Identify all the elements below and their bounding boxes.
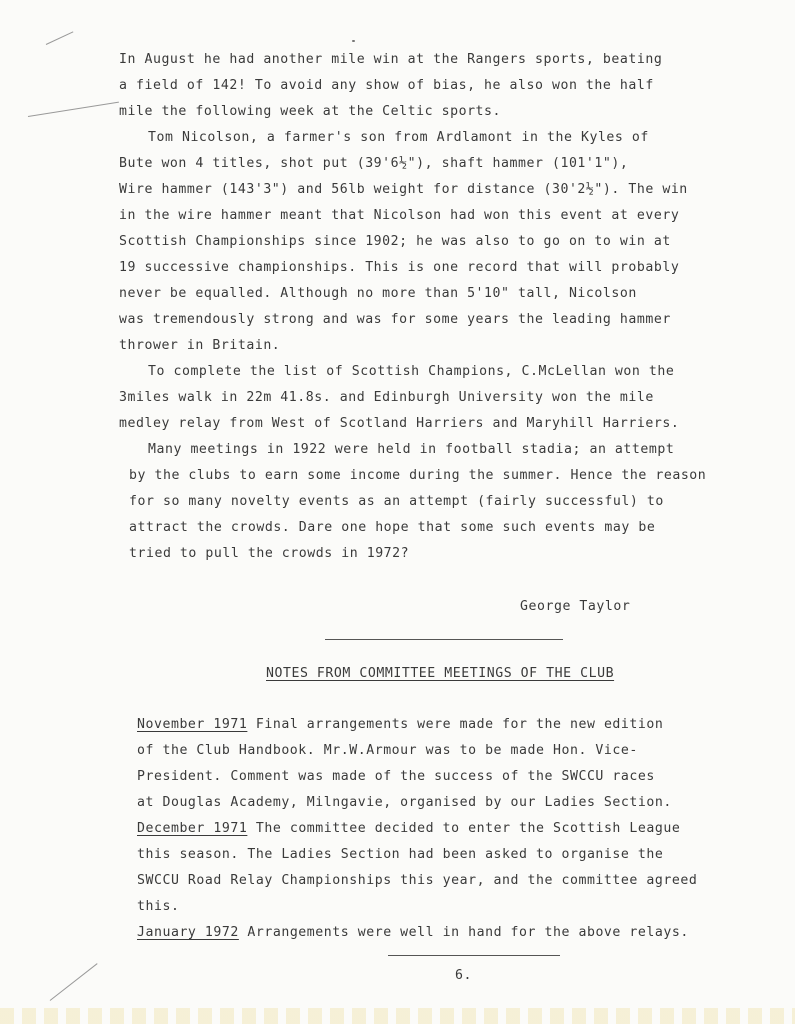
body-line: medley relay from West of Scotland Harriers and Maryhill Harriers.	[119, 416, 680, 431]
body-line: Scottish Championships since 1902; he was also to go on to win at	[119, 234, 671, 249]
body-line: 19 successive championships. This is one record that will probably	[119, 260, 680, 275]
note-text: The committee decided to enter the Scottish League	[255, 821, 681, 836]
page-bottom-edge	[0, 1008, 795, 1024]
body-line: In August he had another mile win at the Rangers sports, beating	[119, 52, 663, 67]
body-line: To complete the list of Scottish Champions, C.McLellan won the	[148, 364, 675, 379]
note-date: January 1972	[137, 925, 239, 940]
note-line: of the Club Handbook. Mr.W.Armour was to be made Hon. Vice-	[137, 743, 638, 758]
scan-stray-mark	[28, 102, 119, 117]
body-line: mile the following week at the Celtic sports.	[119, 104, 502, 119]
body-line: attract the crowds. Dare one hope that some such events may be	[129, 520, 656, 535]
body-line: 3miles walk in 22m 41.8s. and Edinburgh University won the mile	[119, 390, 654, 405]
note-december-1971	[137, 822, 680, 835]
body-line: by the clubs to earn some income during the summer. Hence the reason	[129, 468, 707, 483]
body-line: was tremendously strong and was for some years the leading hammer	[119, 312, 671, 327]
footer-rule	[388, 955, 560, 956]
note-line: President. Comment was made of the success of the SWCCU races	[137, 769, 655, 784]
scan-stray-mark	[46, 31, 74, 45]
note-november-1971	[137, 718, 663, 731]
note-date: November 1971	[137, 717, 248, 732]
section-heading: NOTES FROM COMMITTEE MEETINGS OF THE CLUB	[266, 666, 615, 681]
note-line: at Douglas Academy, Milngavie, organised by our Ladies Section.	[137, 795, 672, 810]
scan-stray-mark	[50, 963, 98, 1001]
scan-speck	[352, 40, 355, 42]
body-line: a field of 142! To avoid any show of bias, he also won the half	[119, 78, 654, 93]
note-january-1972	[137, 926, 689, 939]
note-date: December 1971	[137, 821, 248, 836]
note-line: this season. The Ladies Section had been asked to organise the	[137, 847, 664, 862]
note-line: SWCCU Road Relay Championships this year, and the committee agreed	[137, 873, 698, 888]
body-line: never be equalled. Although no more than 5'10" tall, Nicolson	[119, 286, 637, 301]
separator-rule	[325, 639, 563, 640]
body-line: thrower in Britain.	[119, 338, 281, 353]
note-line: this.	[137, 899, 180, 914]
body-line: Wire hammer (143'3") and 56lb weight for distance (30'2½"). The win	[119, 182, 688, 197]
body-line: for so many novelty events as an attempt (fairly successful) to	[129, 494, 664, 509]
body-line: in the wire hammer meant that Nicolson had won this event at every	[119, 208, 680, 223]
body-line: Bute won 4 titles, shot put (39'6½"), shaft hammer (101'1"),	[119, 156, 629, 171]
note-text: Final arrangements were made for the new edition	[255, 717, 664, 732]
body-line: Many meetings in 1922 were held in football stadia; an attempt	[148, 442, 675, 457]
page-number: 6.	[455, 968, 472, 983]
note-text: Arrangements were well in hand for the above relays.	[247, 925, 689, 940]
body-line: Tom Nicolson, a farmer's son from Ardlamont in the Kyles of	[148, 130, 649, 145]
body-line: tried to pull the crowds in 1972?	[129, 546, 410, 561]
author-signature: George Taylor	[520, 599, 631, 614]
